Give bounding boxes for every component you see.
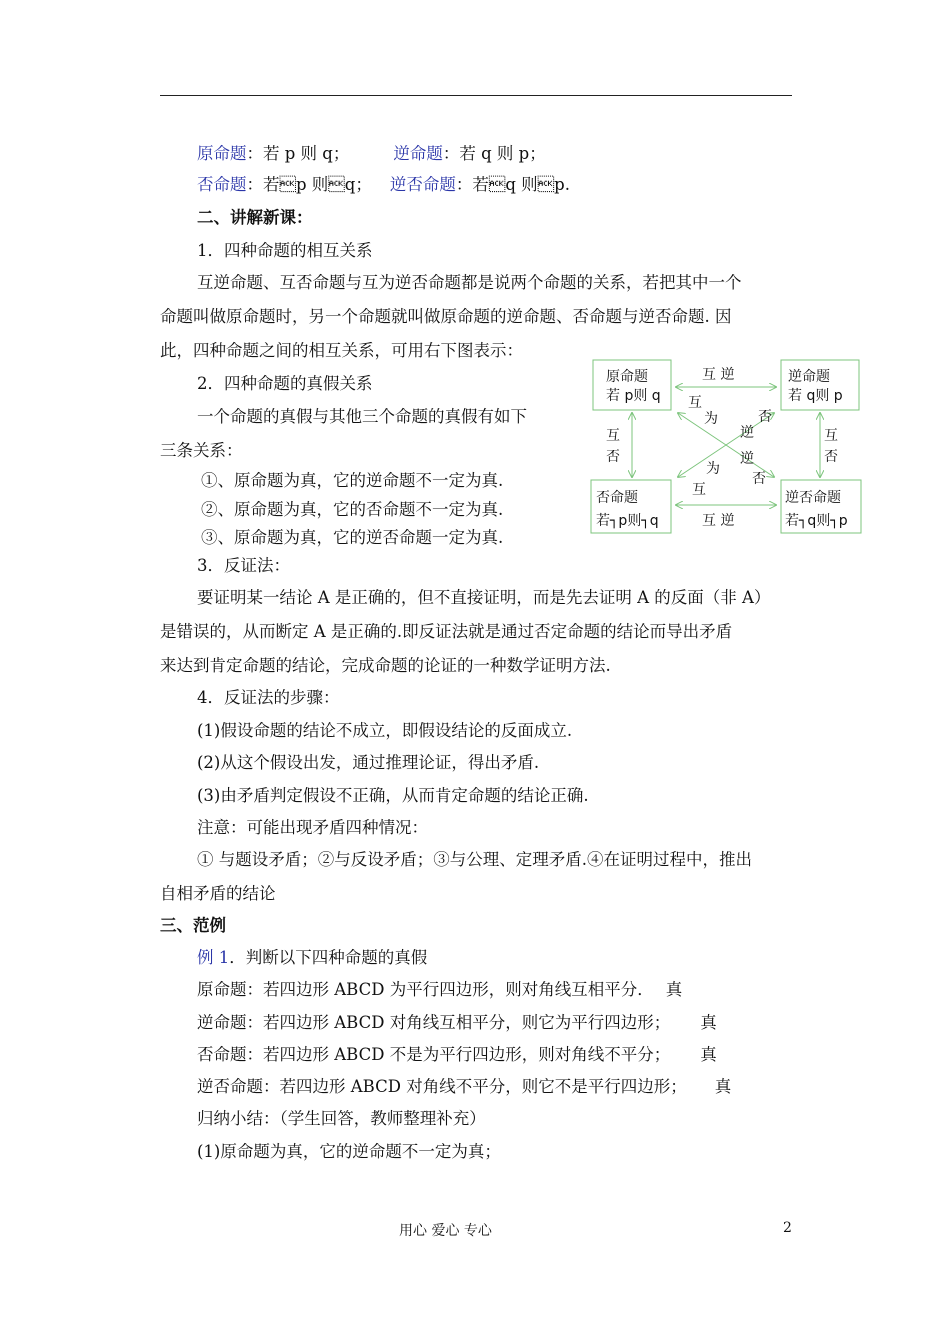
converse-prop-label: 逆命题 — [393, 144, 443, 163]
def-line-1 — [197, 143, 546, 165]
label-diag-fou-2: 否 — [752, 471, 766, 487]
box-inverse-body: 若┐p则┐q — [596, 513, 659, 529]
example-inverse-verdict: 真 — [700, 1045, 717, 1064]
step-3: (3)由矛盾判定假设不正确，从而肯定命题的结论正确. — [197, 786, 589, 805]
note: 注意：可能出现矛盾四种情况： — [197, 818, 428, 837]
box-original-body: 若 p则 q — [606, 388, 661, 404]
example-inverse-text: 否命题：若四边形 ABCD 不是为平行四边形，则对角线不平分； — [197, 1045, 671, 1064]
summary: 归纳小结：（学生回答，教师整理补充） — [197, 1109, 486, 1128]
example-original-text: 原命题：若四边形 ABCD 为平行四边形，则对角线互相平分． — [197, 980, 654, 999]
section-3-heading: 三、范例 — [160, 916, 226, 935]
original-prop-label: 原命题 — [197, 144, 247, 163]
box-contrapositive-body: 若┐q则┐p — [785, 513, 848, 529]
example-inverse — [197, 1044, 717, 1066]
subheading-2: 2．四种命题的真假关系 — [197, 374, 373, 393]
paragraph-2-line-1: 一个命题的真假与其他三个命题的真假有如下 — [197, 407, 527, 426]
example-contrapositive-verdict: 真 — [714, 1077, 732, 1096]
page-number: 2 — [783, 1220, 792, 1236]
subheading-3: 3．反证法： — [197, 556, 290, 575]
label-diag-ni-2: 逆 — [740, 451, 754, 467]
footer-motto: 用心 爱心 专心 — [399, 1223, 492, 1239]
label-diag-hu-2: 互 — [692, 482, 706, 498]
contrapositive-prop-label: 逆否命题 — [389, 175, 456, 194]
example-converse-text: 逆命题：若四边形 ABCD 对角线互相平分，则它为平行四边形； — [197, 1013, 671, 1032]
box-inverse-title: 否命题 — [596, 490, 638, 506]
relation-1: ①、原命题为真，它的逆命题不一定为真. — [201, 471, 504, 490]
example-1-label: 例 1 — [197, 948, 230, 967]
label-right-mutual-inverse-1: 互 — [824, 428, 838, 444]
box-converse-body: 若 q则 p — [788, 388, 843, 404]
label-diag-hu-1: 互 — [688, 395, 702, 411]
paragraph-3-line-1: 要证明某一结论 A 是正确的，但不直接证明，而是先去证明 A 的反面（非 A） — [197, 588, 771, 607]
converse-prop-text: ：若 q 则 p； — [442, 144, 546, 163]
example-original — [197, 979, 682, 1001]
note-cases-line-2: 自相矛盾的结论 — [160, 884, 276, 903]
subheading-4: 4．反证法的步骤： — [197, 688, 340, 707]
paragraph-3-line-3: 来达到肯定命题的结论，完成命题的论证的一种数学证明方法. — [160, 656, 611, 675]
inverse-prop-label: 否命题 — [197, 175, 247, 194]
label-diag-wei-2: 为 — [706, 461, 720, 477]
label-left-mutual-inverse-2: 否 — [606, 449, 620, 465]
label-right-mutual-inverse-2: 否 — [824, 449, 838, 465]
box-converse-title: 逆命题 — [788, 369, 830, 385]
step-2: (2)从这个假设出发，通过推理论证，得出矛盾. — [197, 753, 540, 772]
def-line-2 — [197, 174, 570, 196]
original-prop-text: ：若 p 则 q； — [246, 144, 350, 163]
example-1-title — [197, 947, 427, 969]
inverse-prop-text: ：若p 则q； — [246, 175, 372, 194]
header-rule — [160, 95, 792, 96]
box-contrapositive-title: 逆否命题 — [785, 490, 841, 506]
paragraph-3-line-2: 是错误的，从而断定 A 是正确的.即反证法就是通过否定命题的结论而导出矛盾 — [160, 622, 733, 641]
label-diag-wei-1: 为 — [704, 411, 718, 427]
example-contrapositive-text: 逆否命题：若四边形 ABCD 对角线不平分，则它不是平行四边形； — [197, 1077, 687, 1096]
example-converse — [197, 1012, 717, 1034]
label-diag-fou-1: 否 — [758, 409, 772, 425]
label-diag-ni-1: 逆 — [740, 425, 754, 441]
label-bottom-mutual-converse: 互 逆 — [702, 513, 735, 529]
example-original-verdict: 真 — [665, 980, 683, 999]
note-cases-line-1: ① 与题设矛盾；②与反设矛盾；③与公理、定理矛盾.④在证明过程中，推出 — [197, 850, 752, 869]
four-propositions-diagram — [588, 355, 863, 535]
relation-2: ②、原命题为真，它的否命题不一定为真. — [201, 500, 504, 519]
label-left-mutual-inverse-1: 互 — [606, 428, 620, 444]
relation-3: ③、原命题为真，它的逆否命题一定为真. — [201, 528, 504, 547]
paragraph-1-line-2: 命题叫做原命题时，另一个命题就叫做原命题的逆命题、否命题与逆否命题. 因 — [160, 307, 732, 326]
summary-1: (1)原命题为真，它的逆命题不一定为真； — [197, 1142, 501, 1161]
box-original-title: 原命题 — [606, 369, 648, 385]
example-converse-verdict: 真 — [700, 1013, 717, 1032]
paragraph-2-line-2: 三条关系： — [160, 441, 243, 460]
contrapositive-prop-text: ：若q 则p. — [455, 175, 570, 194]
subheading-1: 1．四种命题的相互关系 — [197, 241, 373, 260]
label-top-mutual-converse: 互 逆 — [702, 367, 735, 383]
paragraph-1-line-3: 此，四种命题之间的相互关系，可用右下图表示： — [160, 341, 523, 360]
step-1: (1)假设命题的结论不成立，即假设结论的反面成立. — [197, 721, 573, 740]
example-1-text: ．判断以下四种命题的真假 — [229, 948, 428, 967]
example-contrapositive — [197, 1076, 731, 1098]
section-2-heading: 二、讲解新课： — [197, 208, 313, 227]
paragraph-1-line-1: 互逆命题、互否命题与互为逆否命题都是说两个命题的关系，若把其中一个 — [197, 273, 742, 292]
